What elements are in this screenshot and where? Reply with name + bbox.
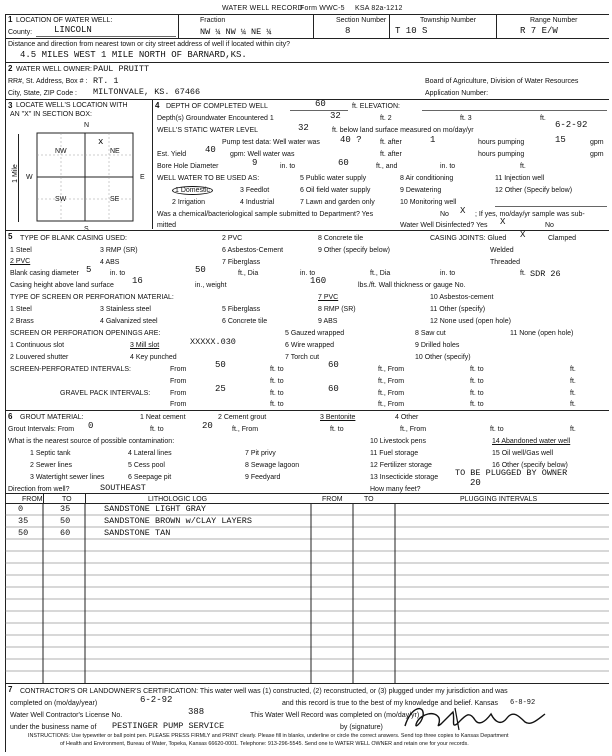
- static-level-label: WELL'S STATIC WATER LEVEL: [157, 127, 259, 134]
- open-2: 2 Louvered shutter: [10, 354, 69, 361]
- screen-label: TYPE OF SCREEN OR PERFORATION MATERIAL:: [10, 294, 174, 301]
- distance-label: Distance and direction from nearest town or city street address of well if located within city?: [8, 41, 291, 48]
- casing-option-2: 2 PVC: [10, 258, 31, 265]
- diam-in3: in. to: [440, 270, 456, 277]
- open-4: 4 Key punched: [130, 354, 177, 361]
- use-5: 5 Public water supply: [300, 175, 367, 182]
- open-9: 9 Drilled holes: [415, 342, 460, 349]
- height-value: 16: [132, 276, 143, 286]
- log-row-2-desc: SANDSTONE BROWN w/CLAY LAYERS: [104, 516, 252, 526]
- grout-3: 3 Bentonite: [320, 414, 356, 421]
- gravel-to-label: ft. to: [270, 390, 284, 397]
- compass-e: E: [140, 174, 145, 181]
- cert-license-label: Water Well Contractor's License No.: [10, 712, 123, 719]
- section-4-number: 4: [155, 101, 160, 110]
- signature: [395, 700, 575, 734]
- county-value: LINCOLN: [54, 25, 92, 35]
- source-16: 16 Other (specify below): [492, 462, 568, 469]
- section-1-number: 1: [8, 15, 13, 24]
- screen-2: 2 Brass: [10, 318, 34, 325]
- perf-row2-to: ft. to: [270, 378, 284, 385]
- groundwater-label: Depth(s) Groundwater Encountered 1: [157, 115, 274, 122]
- screen-7: 7 PVC: [318, 294, 339, 301]
- range-value: R 7 E/W: [520, 26, 558, 36]
- diam-in2: in. to: [300, 270, 316, 277]
- casing-joints: CASING JOINTS: Glued: [430, 235, 507, 242]
- mitted: mitted: [157, 222, 177, 229]
- gravel-row2-to2: ft. to: [470, 401, 484, 408]
- screen-9: 9 ABS: [318, 318, 338, 325]
- log-row-1-from: 0: [18, 504, 24, 514]
- grout-int-to-label: ft. to: [150, 426, 164, 433]
- screen-12: 12 None used (open hole): [430, 318, 511, 325]
- height-label: Casing height above land surface: [10, 282, 114, 289]
- compass-w: W: [26, 174, 33, 181]
- section-2-number: 2: [8, 64, 13, 73]
- form-title: WATER WELL RECORD: [222, 5, 303, 12]
- cert-completed-label: completed on (mo/day/year): [10, 700, 98, 707]
- source-8: 8 Sewage lagoon: [245, 462, 300, 469]
- perf-ft-label: ft.: [570, 366, 576, 373]
- diam-value: 5: [86, 265, 92, 275]
- cert-license-value: 388: [188, 707, 205, 717]
- gravel-row2-ft: ft.: [570, 401, 576, 408]
- bore-to-value: 60: [338, 158, 349, 168]
- casing-threaded: Threaded: [490, 259, 520, 266]
- open-11: 11 None (open hole): [510, 330, 574, 337]
- cert-signature-label: by (signature): [340, 724, 383, 731]
- perf-to-value: 60: [328, 360, 339, 370]
- cert-business-label: under the business name of: [10, 724, 97, 731]
- quadrant-sw: SW: [55, 196, 67, 203]
- use-9: 9 Dewatering: [400, 187, 442, 194]
- disinfected-x: X: [500, 217, 506, 227]
- grout-2: 2 Cement grout: [218, 414, 267, 421]
- log-grid: [5, 503, 609, 683]
- instructions-2: of Health and Environment, Bureau of Water, Topeka, Kansas 66620-0001. Telephone: 913-296-5545. Send one to WATER WELL OWNER and retain one for your records.: [60, 741, 469, 747]
- slot-value: XXXXX.030: [190, 337, 236, 347]
- gravel-label: GRAVEL PACK INTERVALS:: [60, 390, 151, 397]
- board-label: Board of Agriculture, Division of Water Resources: [425, 78, 579, 85]
- section-box: [36, 132, 136, 224]
- pump-test-label: Pump test data: Well water was: [222, 139, 320, 146]
- grout-int-to2: ft. to: [330, 426, 344, 433]
- yield-gpm: gpm: [590, 151, 604, 158]
- gravel-row2-to: ft. to: [270, 401, 284, 408]
- distance-value: 4.5 MILES WEST 1 MILE NORTH OF BARNARD,KS.: [20, 50, 247, 60]
- direction-label: Direction from well?: [8, 486, 70, 493]
- yield-text: gpm: Well water was: [230, 151, 295, 158]
- open-5: 5 Gauzed wrapped: [285, 330, 345, 337]
- county-label: County:: [8, 29, 33, 36]
- screen-11: 11 Other (specify): [430, 306, 486, 313]
- groundwater-ft2: ft. 2: [380, 115, 392, 122]
- source-11: 11 Fuel storage: [370, 450, 419, 457]
- casing-clamped: Clamped: [548, 235, 577, 242]
- casing-9: 9 Other (specify below): [318, 247, 390, 254]
- source-15: 15 Oil well/Gas well: [492, 450, 554, 457]
- use-7: 7 Lawn and garden only: [300, 199, 375, 206]
- chem-x: X: [460, 206, 466, 216]
- howmany-value: 20: [470, 478, 481, 488]
- open-7: 7 Torch cut: [285, 354, 320, 361]
- perf-from-2-label: From: [170, 378, 187, 385]
- gauge-value: SDR 26: [530, 269, 561, 279]
- pump-after: ft. after: [380, 139, 402, 146]
- bore-in2: in. to: [440, 163, 456, 170]
- log-row-3-to: 60: [60, 528, 71, 538]
- pump-hours-label: hours pumping: [478, 139, 525, 146]
- use-1: 1 Domestic: [172, 186, 213, 195]
- cert-completed-value: 6-2-92: [140, 695, 173, 705]
- casing-1: 1 Steel: [10, 247, 32, 254]
- fraction-value: NW ¼ NW ¼ NE ¼: [200, 27, 272, 37]
- chem-sample-label: Was a chemical/bacteriological sample submitted to Department? Yes: [157, 211, 374, 218]
- quadrant-nw: NW: [55, 148, 67, 155]
- cert-line-2b: and this record is true to the best of my knowledge and belief. Kansas: [282, 700, 498, 707]
- grout-int-to3: ft. to: [490, 426, 504, 433]
- quadrant-se: SE: [110, 196, 120, 203]
- source-10: 10 Livestock pens: [370, 438, 427, 445]
- gravel-to2-label: ft. to: [470, 390, 484, 397]
- grout-int-from2: ft., From: [232, 426, 259, 433]
- open-label: SCREEN OR PERFORATION OPENINGS ARE:: [10, 330, 161, 337]
- log-row-3-from: 50: [18, 528, 29, 538]
- cert-line-1: CONTRACTOR'S OR LANDOWNER'S CERTIFICATION: This water well was (1) constructed, (2) reconstructed, or (3) plugged under my jurisdiction and was: [20, 688, 508, 695]
- source-1: 1 Septic tank: [30, 450, 71, 457]
- owner-label: WATER WELL OWNER:: [16, 66, 92, 73]
- weight-unit: lbs./ft. Wall thickness or gauge No.: [358, 282, 466, 289]
- location-label: LOCATION OF WATER WELL:: [16, 17, 113, 24]
- depth-label: DEPTH OF COMPLETED WELL: [166, 103, 268, 110]
- diam-ft: ft.: [520, 270, 526, 277]
- screen-4: 4 Galvanized steel: [100, 318, 158, 325]
- source-4: 4 Lateral lines: [128, 450, 172, 457]
- perf-row2-to2: ft. to: [470, 378, 484, 385]
- grout-int-label: Grout Intervals: From: [8, 426, 75, 433]
- owner-value: PAUL PRUITT: [93, 64, 150, 74]
- cert-line-3b: This Water Well Record was completed on (mo/day/yr): [250, 712, 420, 719]
- screen-1: 1 Steel: [10, 306, 32, 313]
- open-3: 3 Mill slot: [130, 342, 160, 349]
- depth-unit: ft. ELEVATION:: [352, 103, 400, 110]
- groundwater-1: 32: [330, 111, 341, 121]
- gravel-from-label: From: [170, 390, 187, 397]
- section-number-value: 8: [345, 26, 351, 36]
- yield-label: Est. Yield: [157, 151, 187, 158]
- casing-label: TYPE OF BLANK CASING USED:: [20, 235, 127, 242]
- grout-int-from: 0: [88, 421, 94, 431]
- log-row-1-desc: SANDSTONE LIGHT GRAY: [104, 504, 207, 514]
- source-9: 9 Feedyard: [245, 474, 281, 481]
- screen-3: 3 Stainless steel: [100, 306, 151, 313]
- ksa-number: KSA 82a-1212: [355, 5, 403, 12]
- township-value: T 10 S: [395, 26, 428, 36]
- perf-row2-ft: ft.: [570, 378, 576, 385]
- direction-value: SOUTHEAST: [100, 483, 146, 493]
- locate-label-2: AN "X" IN SECTION BOX:: [10, 111, 92, 118]
- log-from-header: FROM: [22, 496, 43, 503]
- application-number-label: Application Number:: [425, 90, 489, 97]
- use-8: 8 Air conditioning: [400, 175, 454, 182]
- range-label: Range Number: [530, 17, 578, 24]
- instructions-1: INSTRUCTIONS: Use typewriter or ball point pen. PLEASE PRESS FIRMLY and PRINT clearly. Please fill in blanks, underline or circle the correct answers. Send top three copies to Kansas Department: [28, 733, 509, 739]
- use-label: WELL WATER TO BE USED AS:: [157, 175, 260, 182]
- screen-8: 8 RMP (SR): [318, 306, 356, 313]
- city-label: City, State, ZIP Code :: [8, 90, 77, 97]
- cert-record-date: 6-8-92: [510, 699, 536, 707]
- casing-joints-x: X: [520, 230, 526, 240]
- weight-value: 160: [310, 276, 327, 286]
- disinfected-label: Water Well Disinfected? Yes: [400, 222, 488, 229]
- grout-1: 1 Neat cement: [140, 414, 186, 421]
- gravel-from-3-label: From: [170, 401, 187, 408]
- source-7: 7 Pit privy: [245, 450, 276, 457]
- plugged-note: TO BE PLUGGED BY OWNER: [455, 468, 568, 478]
- form-number: Form WWC-5: [300, 5, 345, 12]
- log-row-3-desc: SANDSTONE TAN: [104, 528, 171, 538]
- source-2: 2 Sewer lines: [30, 462, 73, 469]
- gravel-from-value: 25: [215, 384, 226, 394]
- city-value: MILTONVALE, KS. 67466: [93, 87, 201, 97]
- perf-row2-from: ft., From: [378, 378, 405, 385]
- casing-4: 4 ABS: [100, 259, 120, 266]
- depth-value: 60: [315, 99, 326, 109]
- bore-label: Bore Hole Diameter: [157, 163, 219, 170]
- grout-4: 4 Other: [395, 414, 419, 421]
- log-plug-header: PLUGGING INTERVALS: [460, 496, 538, 503]
- source-5: 5 Cess pool: [128, 462, 165, 469]
- log-from2-header: FROM: [322, 496, 343, 503]
- bore-value: 9: [252, 158, 258, 168]
- screen-6: 6 Concrete tile: [222, 318, 268, 325]
- gravel-from2-label: ft., From: [378, 390, 405, 397]
- pump-hours-value: 1: [430, 135, 436, 145]
- section-7-number: 7: [8, 685, 13, 694]
- use-6: 6 Oil field water supply: [300, 187, 371, 194]
- screen-5: 5 Fiberglass: [222, 306, 261, 313]
- fraction-label: Fraction: [200, 17, 226, 24]
- use-2: 2 Irrigation: [172, 199, 206, 206]
- open-6: 6 Wire wrapped: [285, 342, 335, 349]
- casing-8: 8 Concrete tile: [318, 235, 364, 242]
- diam-in: in. to: [110, 270, 126, 277]
- section-3-number: 3: [8, 101, 13, 110]
- diam-dia: ft., Dia: [238, 270, 259, 277]
- casing-7: 7 Fiberglass: [222, 259, 261, 266]
- cert-business-value: PESTINGER PUMP SERVICE: [112, 721, 225, 731]
- static-level-text: ft. below land surface measured on mo/day/yr: [332, 127, 474, 134]
- grout-label: GROUT MATERIAL:: [20, 414, 84, 421]
- pump-gpm: gpm: [590, 139, 604, 146]
- gravel-ft-label: ft.: [570, 390, 576, 397]
- yield-after: ft. after: [380, 151, 402, 158]
- source-12: 12 Fertilizer storage: [370, 462, 432, 469]
- quadrant-ne: NE: [110, 148, 120, 155]
- log-row-1-to: 35: [60, 504, 71, 514]
- source-label: What is the nearest source of possible contamination:: [8, 438, 175, 445]
- perf-from-value: 50: [215, 360, 226, 370]
- use-11: 11 Injection well: [495, 175, 545, 182]
- section-5-number: 5: [8, 232, 13, 241]
- diam-dia2: ft., Dia: [370, 270, 391, 277]
- use-3: 3 Feedlot: [240, 187, 270, 194]
- compass-s: S: [84, 226, 89, 233]
- groundwater-ft3: ft. 3: [460, 115, 472, 122]
- bore-in: in. to: [280, 163, 296, 170]
- log-row-2-to: 50: [60, 516, 71, 526]
- log-to-header: TO: [62, 496, 72, 503]
- disinfected-no: No: [545, 222, 554, 229]
- casing-5: 2 PVC: [222, 235, 243, 242]
- log-litho-header: LITHOLOGIC LOG: [148, 496, 208, 503]
- static-level-value: 32: [298, 123, 309, 133]
- casing-welded: Welded: [490, 247, 514, 254]
- pump-test-value: 40 ?: [340, 135, 362, 145]
- static-level-date: 6-2-92: [555, 120, 588, 130]
- rr-label: RR#, St. Address, Box # :: [8, 78, 88, 85]
- svg-text:x: x: [98, 137, 104, 147]
- screen-10: 10 Asbestos-cement: [430, 294, 494, 301]
- source-3: 3 Watertight sewer lines: [30, 474, 105, 481]
- yield-hours: hours pumping: [478, 151, 525, 158]
- gravel-row2-from: ft., From: [378, 401, 405, 408]
- log-row-2-from: 35: [18, 516, 29, 526]
- rr-value: RT. 1: [93, 76, 119, 86]
- height-in: in., weight: [195, 282, 227, 289]
- pump-gpm-value: 15: [555, 135, 566, 145]
- grout-int-from3: ft., From: [400, 426, 427, 433]
- section-6-number: 6: [8, 412, 13, 421]
- mile-label: 1 Mile: [11, 164, 19, 183]
- use-12: 12 Other (Specify below): [495, 187, 573, 194]
- chem-rest: ; If yes, mo/day/yr sample was sub-: [475, 211, 585, 218]
- township-label: Township Number: [420, 17, 477, 24]
- section-number-label: Section Number: [336, 17, 387, 24]
- perf-to2-label: ft. to: [470, 366, 484, 373]
- diam-to-value: 50: [195, 265, 206, 275]
- grout-int-to: 20: [202, 421, 213, 431]
- source-14: 14 Abandoned water well: [492, 438, 571, 445]
- perf-from2-label: ft., From: [378, 366, 405, 373]
- source-13: 13 Insecticide storage: [370, 474, 439, 481]
- yield-value: 40: [205, 145, 216, 155]
- howmany-label: How many feet?: [370, 486, 421, 493]
- perf-label: SCREEN-PERFORATED INTERVALS:: [10, 366, 131, 373]
- perf-from-1-label: From: [170, 366, 187, 373]
- groundwater-ft: ft.: [540, 115, 546, 122]
- casing-6: 6 Asbestos-Cement: [222, 247, 284, 254]
- casing-3: 3 RMP (SR): [100, 247, 138, 254]
- log-to2-header: TO: [364, 496, 374, 503]
- open-8: 8 Saw cut: [415, 330, 446, 337]
- compass-n: N: [84, 122, 90, 129]
- chem-no: No: [440, 211, 449, 218]
- bore-ft: ft.: [520, 163, 526, 170]
- perf-to-label: ft. to: [270, 366, 284, 373]
- diam-label: Blank casing diameter: [10, 270, 79, 277]
- open-1: 1 Continuous slot: [10, 342, 65, 349]
- locate-label-1: LOCATE WELL'S LOCATION WITH: [16, 102, 128, 109]
- open-10: 10 Other (specify): [415, 354, 471, 361]
- use-10: 10 Monitoring well: [400, 199, 457, 206]
- grout-int-ft: ft.: [570, 426, 576, 433]
- use-4: 4 Industrial: [240, 199, 275, 206]
- source-6: 6 Seepage pit: [128, 474, 172, 481]
- bore-and: ft., and: [376, 163, 398, 170]
- gravel-to-value: 60: [328, 384, 339, 394]
